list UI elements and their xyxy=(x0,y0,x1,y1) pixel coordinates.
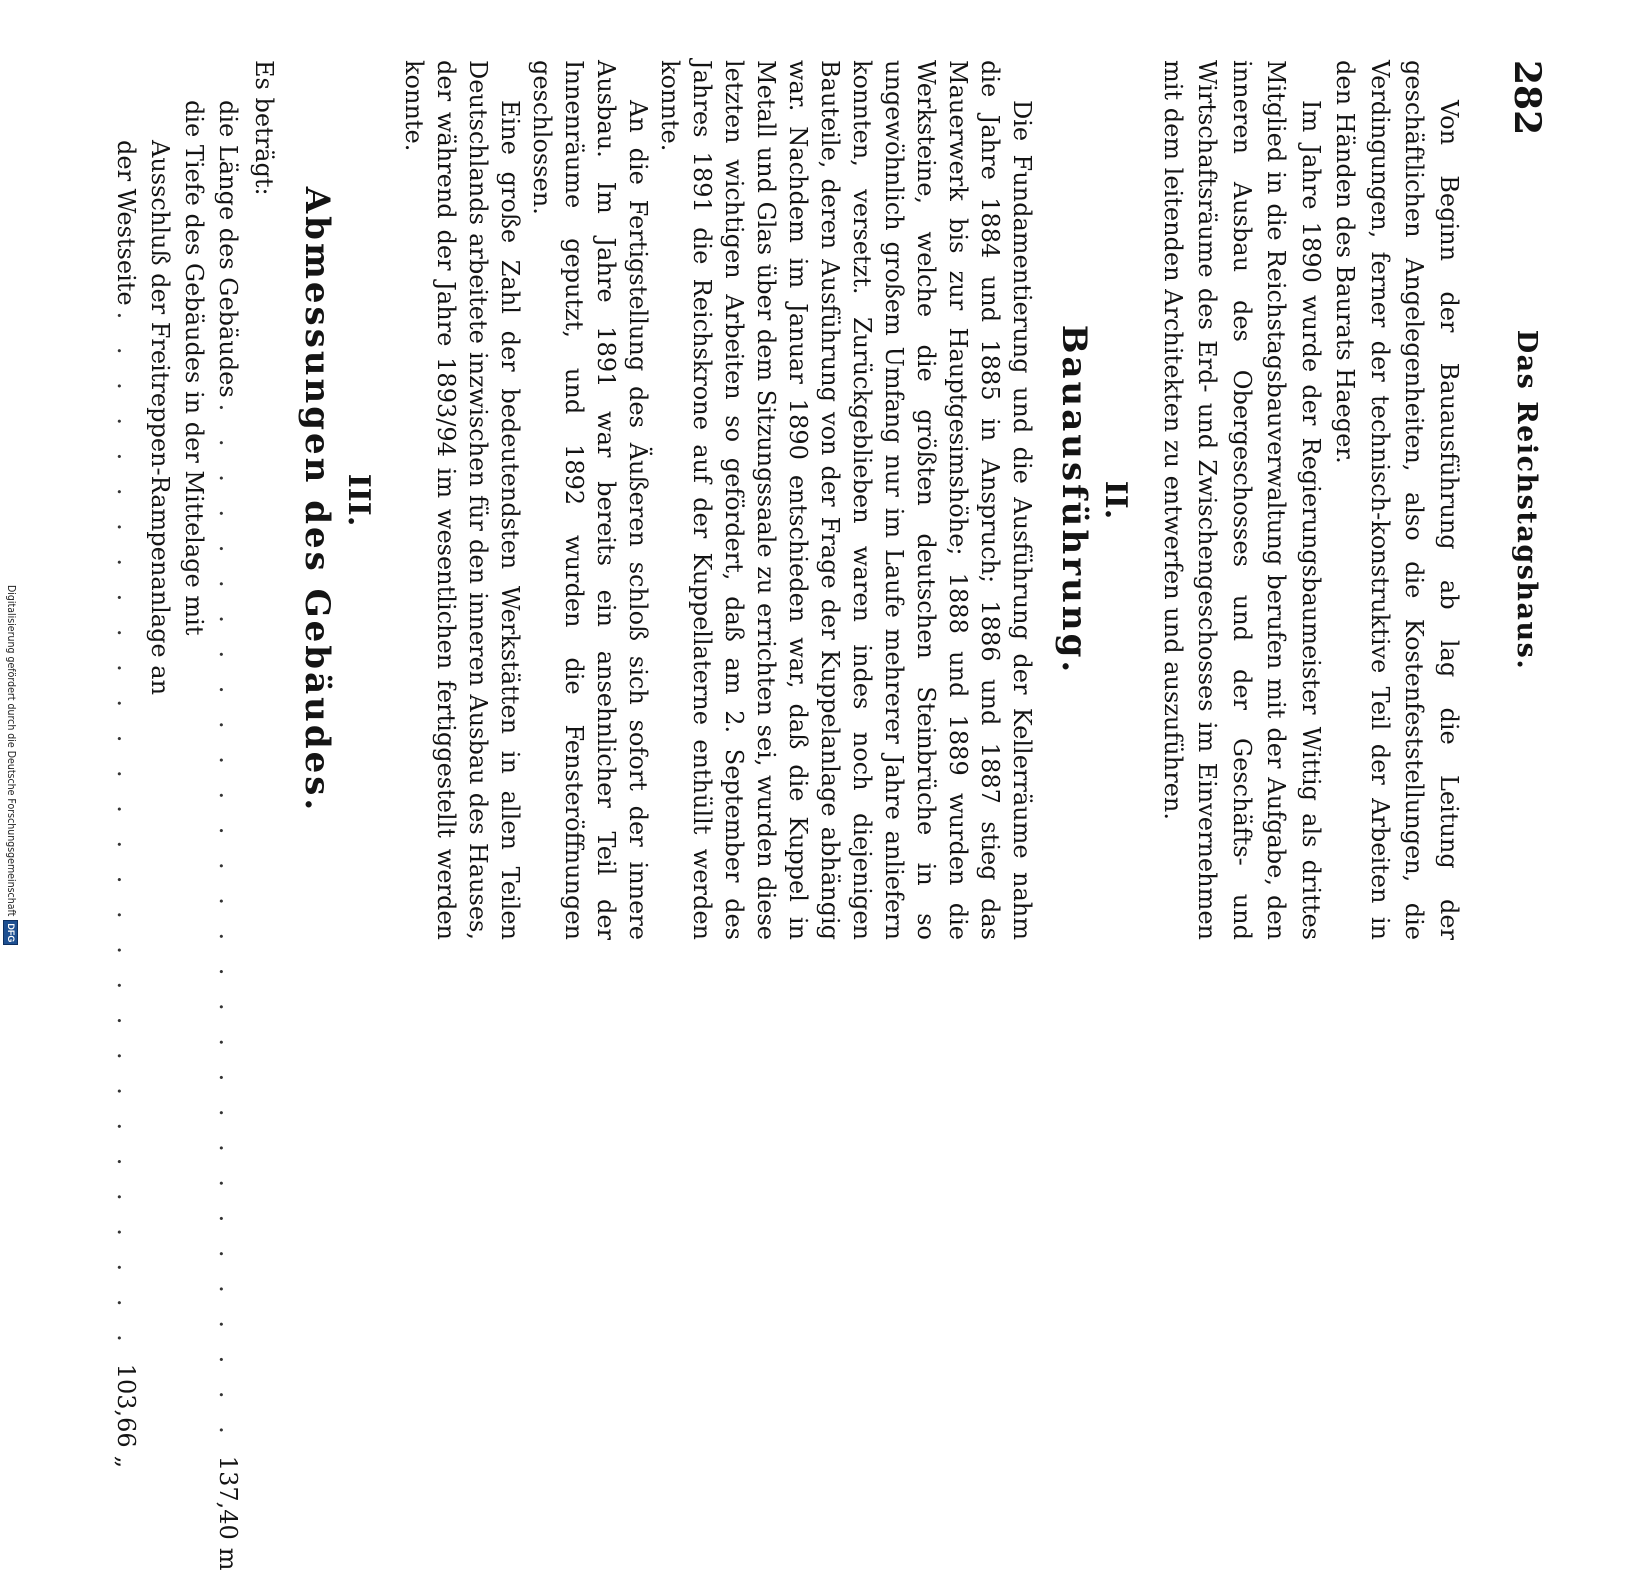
paragraph: Die Fundamentierung und die Ausführung der Kellerräume nahm die Jahre 1884 und 1885 in Anspruch; 1886 und 1887 stieg das Mauerwerk bis zur Hauptgesimshöhe; 1888 und 1889 wurden die Werksteine, welche die größten deutschen Steinbrüche in so ungewöhnlich großem Umfang nur im Laufe mehrerer Jahre anliefern konnten, versetzt. Zurückgeblieben waren indes noch diejenigen Bauteile, deren Ausführung von der Frage der Kuppelanlage abhängig war. Nachdem im Januar 1890 entschieden war, daß die Kuppel in Metall und Glas über dem Sitzungssaale zu errichten sei, wurden diese letzten wichtigen Arbeiten so gefördert, daß am 2. September des Jahres 1891 die Reichskrone auf der Kuppellaterne enthüllt werden konnte. xyxy=(656,60,1037,940)
dimension-unit: „ xyxy=(112,1455,141,1469)
dimension-row-continuation xyxy=(144,140,178,940)
section-title: Abmessungen des Gebäudes. xyxy=(297,186,338,814)
dimension-label: die Tiefe des Gebäudes in der Mittelage mit xyxy=(180,100,209,636)
paragraph: Im Jahre 1890 wurde der Regierungsbaumeister Wittig als drittes Mitglied in die Reichstagsbauverwaltung berufen mit der Aufgabe, den inneren Ausbau des Obergeschosses und der Geschäfts- und Wirtschaftsräume des Erd- und Zwischengeschosses im Einvernehmen mit dem leitenden Architekten zu entwerfen und auszuführen. xyxy=(1159,60,1325,940)
dimension-row xyxy=(178,100,212,940)
body-text xyxy=(110,60,1467,1571)
paragraph: An die Fertigstellung des Äußeren schloß sich sofort der innere Ausbau. Im Jahre 1891 war bereits ein ansehnlicher Teil der Innenräume geputzt, und 1892 wurden die Fensteröffnungen geschlossen. xyxy=(528,60,653,940)
dimensions-intro: Es beträgt: xyxy=(250,60,279,196)
running-head xyxy=(1500,60,1548,940)
scanned-page xyxy=(16,0,1576,1571)
dimension-label: Ausschluß der Freitreppen-Rampenanlage an xyxy=(146,140,175,696)
dfg-logo: DFG xyxy=(4,920,19,945)
dimension-value: 137,40 xyxy=(214,1455,243,1540)
dot-leader: . . . . . . . . . . . . . . . . . . . . . . . . . . . . . . xyxy=(214,403,243,1444)
paragraph: Eine große Zahl der bedeutendsten Werkstätten in allen Teilen Deutschlands arbeitete inzwischen für den inneren Ausbau des Hauses, der während der Jahre 1893/94 im wesentlichen fertiggestellt werden konnte. xyxy=(400,60,525,940)
page-number: 282 xyxy=(1506,60,1548,136)
section-number: III. xyxy=(341,473,377,527)
dimension-label: der Westseite xyxy=(112,140,141,306)
dimension-label: die Länge des Gebäudes xyxy=(214,100,243,398)
section-title: Bauausführung. xyxy=(1054,324,1095,676)
dimensions-list xyxy=(110,60,282,1571)
running-title: Das Reichstagshaus. xyxy=(1511,329,1542,671)
dot-leader: . . . . . . . . . . . . . . . . . . . . . . . . . . . . . . xyxy=(112,311,141,1352)
dimension-unit: m xyxy=(214,1547,243,1571)
paragraph: Von Beginn der Bauausführung ab lag die Leitung der geschäftlichen Angelegenheiten, also die Kostenfeststellungen, die Verdingungen, ferner der technisch-konstruktive Teil der Arbeiten in den Händen des Baurats Haeger. xyxy=(1331,60,1463,940)
dimension-row-continuation xyxy=(110,140,144,1469)
section-number: II. xyxy=(1098,480,1134,520)
dimension-row xyxy=(212,100,246,1571)
funding-credit: Digitalisierung gefördert durch die Deutsche Forschungsgemeinschaft xyxy=(5,585,17,917)
dimension-value: 103,66 xyxy=(112,1363,141,1448)
